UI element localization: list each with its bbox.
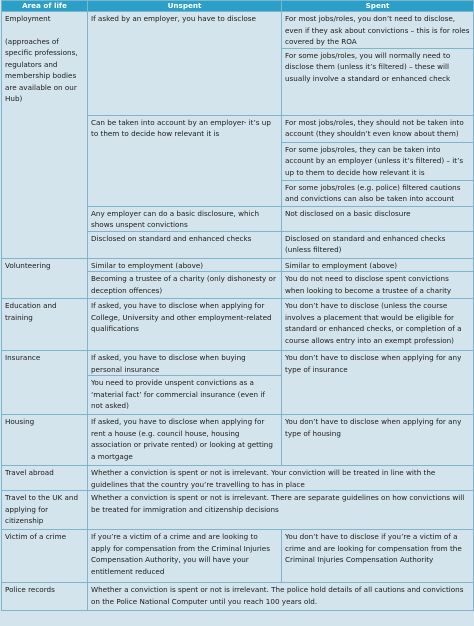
cell-spent: Not disclosed on a basic disclosure [282,206,474,231]
area-note: (approaches of specific professions, regulators and membership bodies are available on our Hub) [5,36,78,103]
cell-spent: You don’t have to disclose when applying for any type of insurance [282,351,474,415]
header-row [2,1,474,12]
cell-unspent: Can be taken into account by an employer- it’s up to them to decide how relevant it is [88,115,282,206]
cell-merged: Whether a conviction is spent or not is irrelevant. Your conviction will be treated in line with the guidelines that the country you’re travelling to has in place [88,466,474,491]
cell-unspent: If asked, you have to disclose when applying for College, University and other employment-related qualifications [88,299,282,351]
cell-spent: Disclosed on standard and enhanced checks (unless filtered) [282,231,474,258]
table-row [2,466,474,491]
area-police: Police records [2,583,88,611]
roa-comparison-table [1,0,474,611]
cell-unspent: If you’re a victim of a crime and are looking to apply for compensation from the Criminal Injuries Compensation Authority, you will have your entitlement reduced [88,530,282,583]
area-travel-abroad: Travel abroad [2,466,88,491]
table-row [2,491,474,530]
cell-spent: You don’t have to disclose (unless the course involves a placement that would be eligible for standard or enhanced checks, or completion of a course allows entry into an exempt profession) [282,299,474,351]
area-insurance: Insurance [2,351,88,415]
cell-merged: Whether a conviction is spent or not is irrelevant. The police hold details of all cautions and convictions on the Police National Computer until you reach 100 years old. [88,583,474,611]
cell-unspent: If asked, you have to disclose when buying personal insurance [88,351,282,376]
cell-unspent: If asked by an employer, you have to disclose [88,12,282,116]
cell-spent: For most jobs/roles, you don’t need to disclose, even if they ask about convictions – this is for roles covered by the ROA [282,12,474,49]
cell-unspent: You need to provide unspent convictions as a ‘material fact’ for commercial insurance (even if not asked) [88,376,282,415]
cell-unspent: If asked, you have to disclose when applying for rent a house (e.g. council house, housing association or private rented) or looking at getting a mortgage [88,415,282,466]
cell-spent: You don’t have to disclose if you’re a victim of a crime and are looking for compensation from the Criminal Injuries Compensation Authority [282,530,474,583]
cell-merged: Whether a conviction is spent or not is irrelevant. There are separate guidelines on how convictions will be treated for immigration and citizenship decisions [88,491,474,530]
cell-spent: For most jobs/roles, they should not be taken into account (they shouldn’t even know about them) [282,115,474,142]
cell-spent: For some jobs/roles (e.g. police) filtered cautions and convictions can also be taken into account [282,180,474,206]
cell-spent: You do not need to disclose spent convictions when looking to become a trustee of a charity [282,272,474,299]
area-travel-uk: Travel to the UK and applying for citizenship [2,491,88,530]
cell-unspent: Becoming a trustee of a charity (only dishonesty or deception offences) [88,272,282,299]
cell-spent: Similar to employment (above) [282,258,474,272]
cell-unspent: Similar to employment (above) [88,258,282,272]
area-victim: Victim of a crime [2,530,88,583]
area-housing: Housing [2,415,88,466]
area-label: Employment [5,14,51,23]
table-row [2,258,474,272]
area-education: Education and training [2,299,88,351]
table-row [2,299,474,351]
cell-unspent: Any employer can do a basic disclosure, which shows unspent convictions [88,206,282,231]
table-row [2,415,474,466]
cell-spent: For some jobs/roles, you will normally need to disclose them (unless it’s filtered) – these will usually involve a standard or enhanced check [282,48,474,115]
area-employment [2,12,88,259]
cell-unspent: Disclosed on standard and enhanced checks [88,231,282,258]
table-row [2,530,474,583]
cell-spent: You don’t have to disclose when applying for any type of housing [282,415,474,466]
header-unspent: Unspent [88,1,282,12]
header-spent: Spent [282,1,474,12]
header-area: Area of life [2,1,88,12]
table-row [2,12,474,49]
area-volunteering: Volunteering [2,258,88,299]
table-row [2,351,474,376]
cell-spent: For some jobs/roles, they can be taken into account by an employer (unless it’s filtered) – it’s up to them to decide how relevant it is [282,142,474,180]
table-row [2,583,474,611]
